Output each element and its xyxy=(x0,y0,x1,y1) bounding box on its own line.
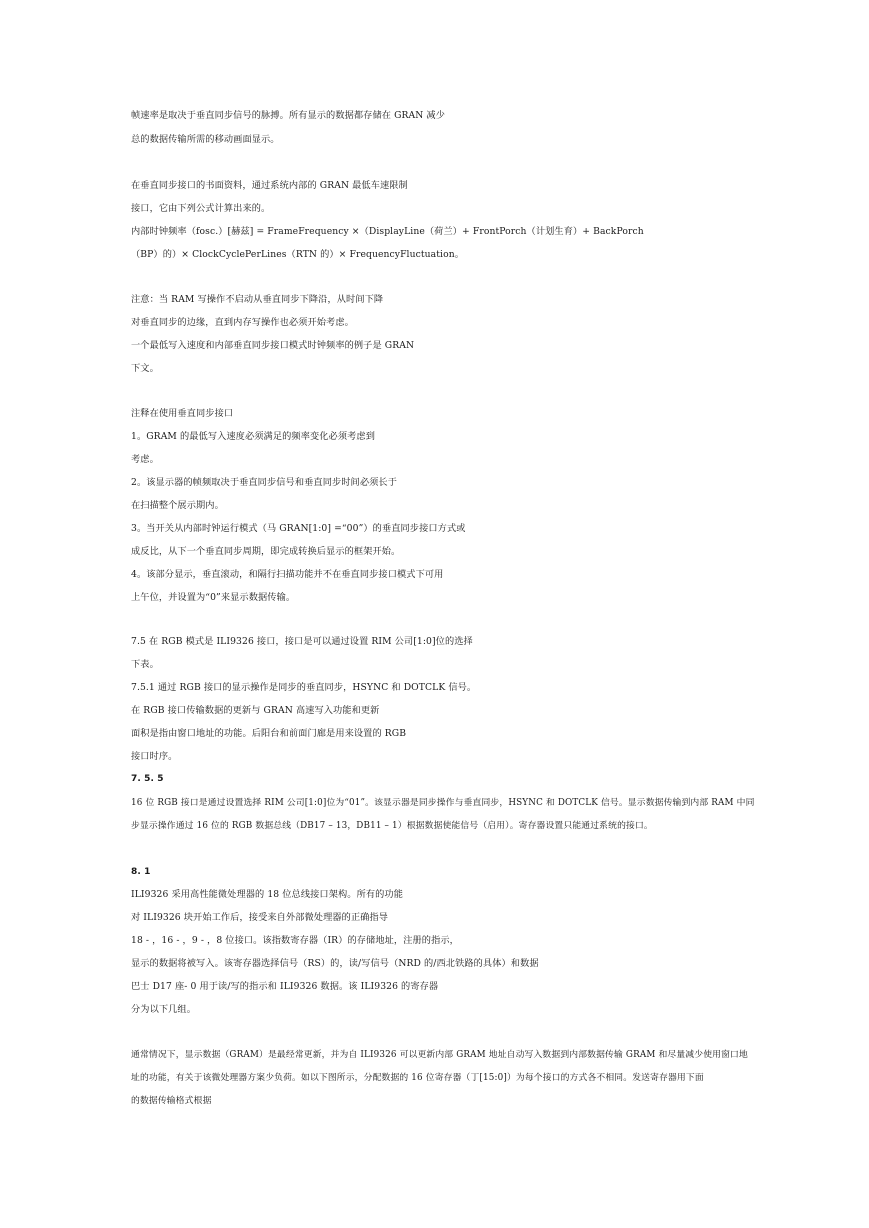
text-line: 接口，它由下列公式计算出来的。 xyxy=(131,203,271,214)
text-line: 对 ILI9326 块开始工作后，接受来自外部微处理器的正确指导 xyxy=(131,912,389,923)
text-line: 帧速率是取决于垂直同步信号的脉搏。所有显示的数据都存储在 GRAN 减少 xyxy=(131,110,445,121)
text-line: 注释在使用垂直同步接口 xyxy=(131,408,234,419)
text-line: 接口时序。 xyxy=(131,751,178,762)
text-line: 总的数据传输所需的移动画面显示。 xyxy=(131,134,280,145)
text-line: 显示的数据将被写入。该寄存器选择信号（RS）的，读/写信号（NRD 的/西北铁路的具体）和数据 xyxy=(131,958,539,969)
text-line: 4。该部分显示，垂直滚动，和隔行扫描功能并不在垂直同步接口模式下可用 xyxy=(131,569,444,580)
text-line: 7.5.1 通过 RGB 接口的显示操作是同步的垂直同步，HSYNC 和 DOTCLK 信号。 xyxy=(131,682,477,693)
text-line: 面积是指由窗口地址的功能。后阳台和前面门廊是用来设置的 RGB xyxy=(131,728,407,739)
text-line: 在垂直同步接口的书面资料，通过系统内部的 GRAN 最低车速限制 xyxy=(131,180,408,191)
text-line: 巴士 D17 座- 0 用于读/写的指示和 ILI9326 数据。该 ILI9326 的寄存器 xyxy=(131,981,439,992)
text-line: 注意：当 RAM 写操作不启动从垂直同步下降沿，从时间下降 xyxy=(131,294,384,305)
text-line: 址的功能，有关于该微处理器方案少负荷。如以下图所示，分配数据的 16 位寄存器（丁[15:0]）为每个接口的方式各不相同。发送寄存器用下面 xyxy=(131,1073,704,1083)
text-line: ILI9326 采用高性能微处理器的 18 位总线接口架构。所有的功能 xyxy=(131,889,404,900)
text-line: 通常情况下，显示数据（GRAM）是最经常更新，并为自 ILI9326 可以更新内部 GRAM 地址自动写入数据到内部数据传输 GRAM 和尽量减少使用窗口地 xyxy=(131,1050,748,1060)
text-line: 下表。 xyxy=(131,659,159,670)
text-line: 一个最低写入速度和内部垂直同步接口模式时钟频率的例子是 GRAN xyxy=(131,340,415,351)
text-line: 步显示操作通过 16 位的 RGB 数据总线（DB17 – 13，DB11 – 1）根据数据使能信号（启用）。寄存器设置只能通过系统的接口。 xyxy=(131,821,653,831)
text-line: 1。GRAM 的最低写入速度必须满足的频率变化必须考虑到 xyxy=(131,431,375,442)
text-line: 分为以下几组。 xyxy=(131,1004,197,1015)
text-line: 2。该显示器的帧频取决于垂直同步信号和垂直同步时间必须长于 xyxy=(131,477,397,488)
text-line: 成反比，从下一个垂直同步周期，即完成转换后显示的框架开始。 xyxy=(131,546,401,557)
text-line: 考虑。 xyxy=(131,454,159,465)
text-line: 在 RGB 接口传输数据的更新与 GRAN 高速写入功能和更新 xyxy=(131,705,380,716)
text-line: 对垂直同步的边缘，直到内存写操作也必须开始考虑。 xyxy=(131,317,354,328)
text-line: 的数据传输格式根据 xyxy=(131,1096,212,1106)
text-line: 18 - ，16 - ，9 - ，8 位接口。该指数寄存器（IR）的存储地址，注册的指示， xyxy=(131,935,459,946)
text-line: 在扫描整个展示期内。 xyxy=(131,500,224,511)
text-line: 上午位，并设置为“0”来显示数据传输。 xyxy=(131,592,296,603)
text-line: 下文。 xyxy=(131,363,159,374)
text-line: 16 位 RGB 接口是通过设置选择 RIM 公司[1:0]位为“01”。该显示器是同步操作与垂直同步，HSYNC 和 DOTCLK 信号。显示数据传输到内部 RAM 中同 xyxy=(131,798,755,808)
section-heading: 8. 1 xyxy=(131,867,151,877)
text-line: 7.5 在 RGB 模式是 ILI9326 接口，接口是可以通过设置 RIM 公司[1:0]位的选择 xyxy=(131,636,473,647)
text-line: 内部时钟频率（fosc.）[赫兹] = FrameFrequency ×（DisplayLine（荷兰）+ FrontPorch（计划生育）+ BackPorch xyxy=(131,226,644,237)
section-heading: 7. 5. 5 xyxy=(131,774,164,784)
text-line: （BP）的）× ClockCyclePerLines（RTN 的）× FrequencyFluctuation。 xyxy=(131,249,465,260)
text-line: 3。当开关从内部时钟运行模式（马 GRAN[1:0] =“00”）的垂直同步接口方式或 xyxy=(131,523,466,534)
